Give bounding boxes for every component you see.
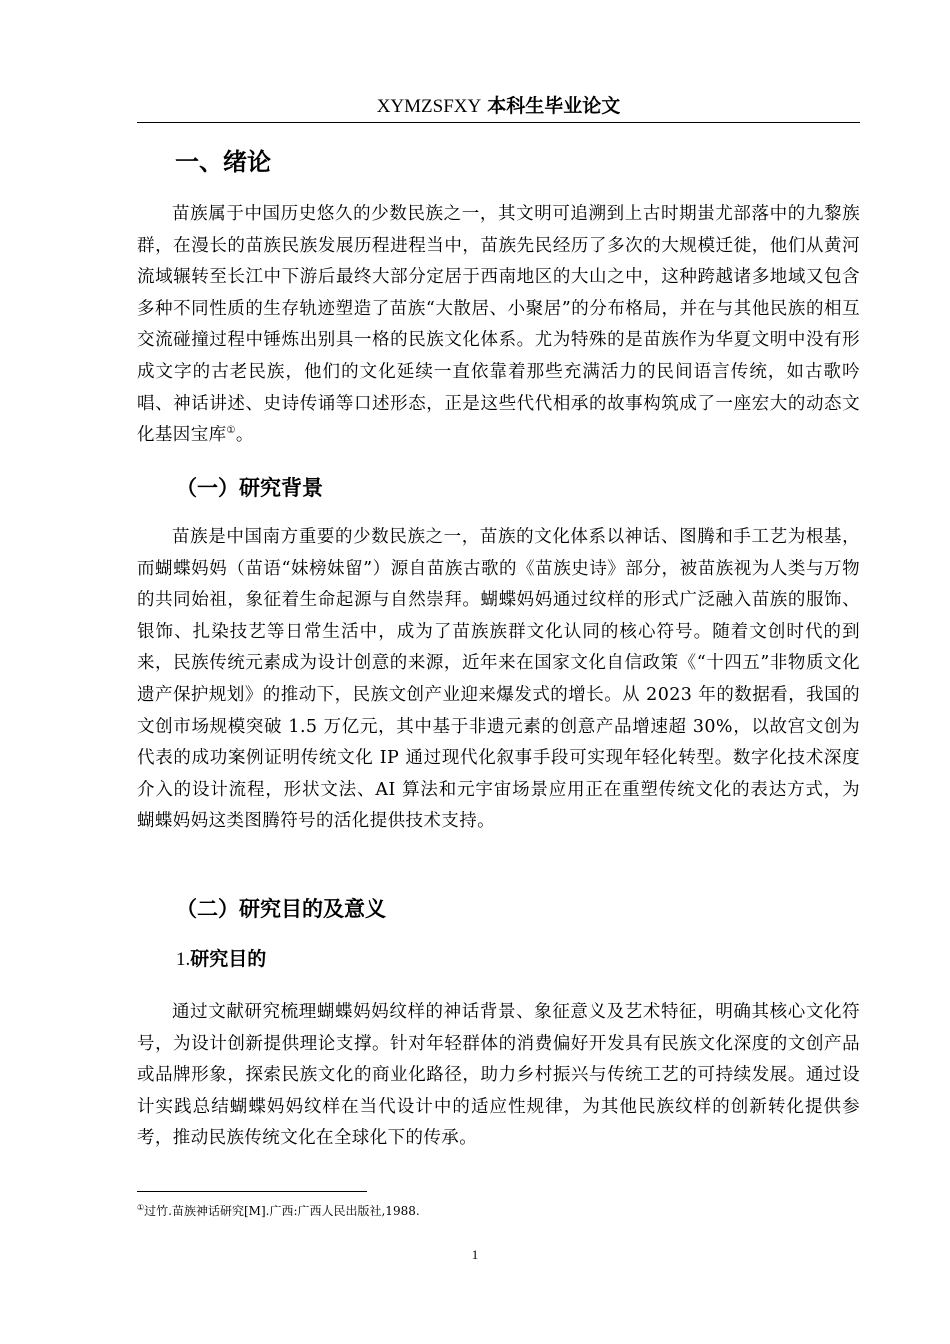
section-title-background: （一）研究背景	[176, 476, 323, 500]
footnote	[137, 1202, 420, 1220]
page-number: 1	[471, 1247, 479, 1262]
chapter-title: 一、绪论	[175, 148, 271, 176]
footnote-text: 过竹.苗族神话研究[M].广西:广西人民出版社,1988.	[144, 1204, 420, 1218]
footnote-marker: ①	[137, 1203, 145, 1212]
page-header	[137, 92, 860, 121]
header-title: 本科生毕业论文	[487, 95, 621, 117]
purpose-paragraph: 通过文献研究梳理蝴蝶妈妈纹样的神话背景、象征意义及艺术特征，明确其核心文化符号，为设计创新提供理论支撑。针对年轻群体的消费偏好开发具有民族文化深度的文创产品或品牌形象，探索民族文化的商业化路径，助力乡村振兴与传统工艺的可持续发展。通过设计实践总结蝴蝶妈妈纹样在当代设计中的适应性规律，为其他民族纹样的创新转化提供参考，推动民族传统文化在全球化下的传承。	[137, 1002, 860, 1149]
footnote-divider	[137, 1191, 367, 1192]
subsection-title-text: 研究目的	[190, 948, 267, 970]
header-divider	[137, 122, 860, 123]
intro-paragraph: 苗族属于中国历史悠久的少数民族之一，其文明可追溯到上古时期蚩尤部落中的九黎族群，在漫长的苗族民族发展历程进程当中，苗族先民经历了多次的大规模迁徙，他们从黄河流域辗转至长江中下游后最终大部分定居于西南地区的大山之中，这种跨越诸多地域又包含多种不同性质的生存轨迹塑造了苗族“大散居、小聚居”的分布格局，并在与其他民族的相互交流碰撞过程中锤炼出别具一格的民族文化体系。尤为特殊的是苗族作为华夏文明中没有形成文字的古老民族，他们的文化延续一直依靠着那些充满活力的民间语言传统，如古歌吟唱、神话讲述、史诗传诵等口述形态，正是这些代代相承的故事构筑成了一座宏大的动态文化基因宝库①。	[137, 204, 860, 446]
background-paragraph: 苗族是中国南方重要的少数民族之一，苗族的文化体系以神话、图腾和手工艺为根基，而蝴蝶妈妈（苗语“妹榜妹留”）源自苗族古歌的《苗族史诗》部分，被苗族视为人类与万物的共同始祖，象征着生命起源与自然崇拜。蝴蝶妈妈通过纹样的形式广泛融入苗族的服饰、银饰、扎染技艺等日常生活中，成为了苗族族群文化认同的核心符号。随着文创时代的到来，民族传统元素成为设计创意的来源，近年来在国家文化自信政策《“十四五”非物质文化遗产保护规划》的推动下，民族文创产业迎来爆发式的增长。从 2023 年的数据看，我国的文创市场规模突破 1.5 万亿元，其中基于非遗元素的创意产品增速超 30%，以故宫文创为代表的成功案例证明传统文化 IP 通过现代化叙事手段可实现年轻化转型。数字化技术深度介入的设计流程，形状文法、AI 算法和元宇宙场景应用正在重塑传统文化的表达方式，为蝴蝶妈妈这类图腾符号的活化提供技术支持。	[137, 527, 860, 832]
subsection-number: 1.	[176, 949, 191, 970]
intro-text: 苗族属于中国历史悠久的少数民族之一，其文明可追溯到上古时期蚩尤部落中的九黎族群，在漫长的苗族民族发展历程进程当中，苗族先民经历了多次的大规模迁徙，他们从黄河流域辗转至长江中下游后最终大部分定居于西南地区的大山之中，这种跨越诸多地域又包含多种不同性质的生存轨迹塑造了苗族“大散居、小聚居”的分布格局，并在与其他民族的相互交流碰撞过程中锤炼出别具一格的民族文化体系。尤为特殊的是苗族作为华夏文明中没有形成文字的古老民族，他们的文化延续一直依靠着那些充满活力的民间语言传统，如古歌吟唱、神话讲述、史诗传诵等口述形态，正是这些代代相承的故事构筑成了一座宏大的动态文化基因宝库	[137, 204, 860, 446]
school-code: XYMZSFXY	[376, 96, 482, 117]
section-title-purpose: （二）研究目的及意义	[176, 897, 386, 921]
subsection-title-purpose	[176, 944, 266, 975]
footnote-reference[interactable]: ①	[226, 425, 236, 437]
